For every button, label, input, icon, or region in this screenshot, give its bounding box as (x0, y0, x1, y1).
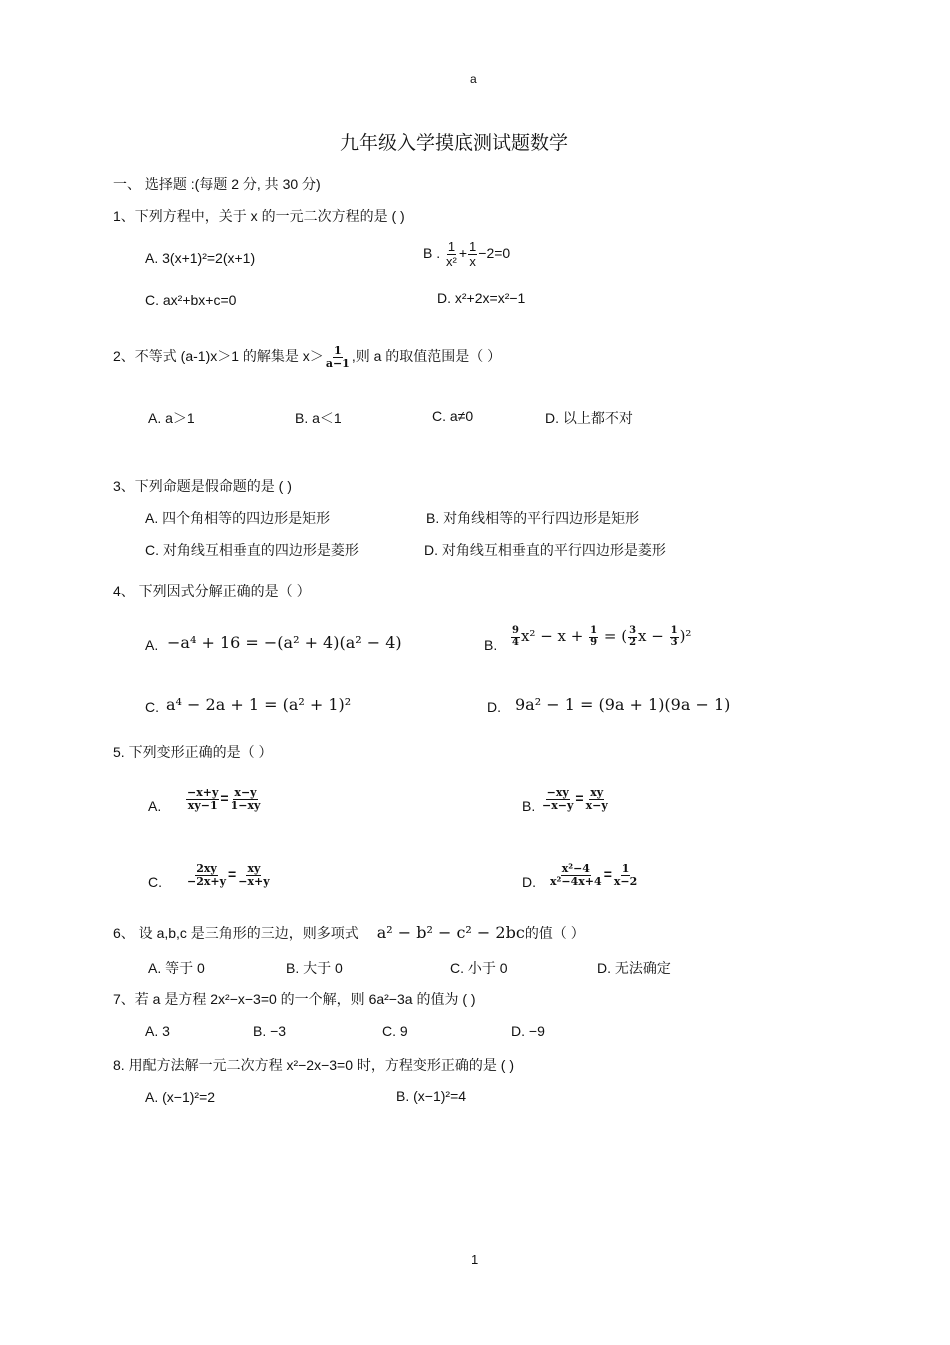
equals-sign: = (228, 865, 237, 882)
option-label: B . (423, 244, 441, 261)
question-5-option-b-label: B. (522, 798, 536, 814)
fraction: $\frac{xy}{x-y}$ (585, 786, 608, 812)
question-2-option-a: A. a＞1 (148, 410, 195, 426)
question-4-option-c: a⁴ − 2a + 1 = (a² + 1)² (166, 695, 352, 714)
question-6-option-b: B. 大于 0 (286, 960, 343, 976)
section-heading: 一、 选择题 :(每题 2 分, 共 30 分) (113, 176, 321, 192)
question-4-stem: 4、 下列因式分解正确的是（ ） (113, 583, 311, 599)
question-5-option-b (540, 787, 610, 811)
question-1-option-c: C. ax²+bx+c=0 (145, 292, 237, 308)
question-8-option-b: B. (x−1)²=4 (396, 1088, 467, 1104)
question-4-option-a: −a⁴ + 16 = −(a² + 4)(a² − 4) (167, 633, 402, 652)
question-5-option-d (548, 863, 639, 887)
stem-text: 的值（ ） (524, 925, 585, 941)
question-5-option-a (185, 787, 262, 811)
question-5-stem: 5. 下列变形正确的是（ ） (113, 744, 273, 760)
fraction: $\frac{3}{2}$ (629, 625, 637, 648)
fraction: $\frac{-xy}{-x-y}$ (542, 786, 574, 812)
plus-sign: + (458, 244, 468, 261)
fraction: $\frac{1}{9}$ (590, 625, 598, 648)
question-2-stem (113, 345, 501, 369)
question-4-option-b-label: B. (484, 637, 498, 653)
question-8-stem: 8. 用配方法解一元二次方程 x²−2x−3=0 时，方程变形正确的是 ( ) (113, 1057, 514, 1073)
stem-text: ,则 a 的取值范围是（ ） (351, 347, 502, 364)
stem-text: 2、不等式 (a-1)x＞1 的解集是 x＞ (113, 347, 324, 364)
question-4-option-a-label: A. (145, 637, 159, 653)
fraction: $\frac{1}{3}$ (670, 625, 678, 648)
question-1-option-b (423, 240, 510, 268)
question-5-option-d-label: D. (522, 874, 536, 890)
question-7-option-c: C. 9 (382, 1023, 408, 1039)
question-1-option-a: A. 3(x+1)²=2(x+1) (145, 250, 256, 266)
fraction: $\frac{1}{x-2}$ (613, 862, 638, 888)
question-7-option-a: A. 3 (145, 1023, 170, 1039)
fraction: $\frac{\text{x²−4}}{\text{x²−4x+4}}$ (550, 862, 602, 888)
stem-text: 6、 设 a,b,c 是三角形的三边，则多项式 (113, 925, 359, 941)
question-3-option-c: C. 对角线互相垂直的四边形是菱形 (145, 542, 359, 558)
question-6-option-a: A. 等于 0 (148, 960, 205, 976)
fraction: $\frac{2xy}{-2x+y}$ (187, 862, 227, 888)
question-5-option-a-label: A. (148, 798, 162, 814)
question-6-option-d: D. 无法确定 (597, 960, 671, 976)
page-number: 1 (471, 1252, 479, 1267)
fraction: $\frac{1}{\text{x²}}$ (446, 239, 457, 269)
question-2-option-d: D. 以上都不对 (545, 410, 633, 426)
question-3-stem: 3、下列命题是假命题的是 ( ) (113, 478, 292, 494)
question-4-option-b (510, 626, 691, 648)
expression-rest: −2=0 (478, 244, 511, 261)
question-6-option-c: C. 小于 0 (450, 960, 508, 976)
question-6-stem (113, 923, 585, 943)
question-7-option-d: D. −9 (511, 1023, 545, 1039)
question-4-option-c-label: C. (145, 699, 159, 715)
expr-part: )² (679, 627, 692, 645)
question-8-option-a: A. (x−1)²=2 (145, 1089, 216, 1105)
question-3-option-a: A. 四个角相等的四边形是矩形 (145, 510, 331, 526)
expr-part: = ( (599, 627, 628, 645)
fraction: $\frac{-x+y}{xy-1}$ (187, 786, 219, 812)
question-4-option-d-label: D. (487, 699, 501, 715)
fraction: $\frac{x-y}{1-xy}$ (230, 786, 261, 812)
fraction: $\frac{9}{4}$ (512, 625, 519, 648)
expr-part: x − (638, 627, 669, 645)
question-1-option-d: D. x²+2x=x²−1 (437, 290, 526, 306)
equals-sign: = (603, 865, 612, 882)
question-1-stem: 1、下列方程中，关于 x 的一元二次方程的是 ( ) (113, 208, 405, 224)
question-3-option-b: B. 对角线相等的平行四边形是矩形 (426, 510, 640, 526)
question-7-stem: 7、若 a 是方程 2x²−x−3=0 的一个解，则 6a²−3a 的值为 ( ) (113, 991, 476, 1007)
question-4-option-d: 9a² − 1 = (9a + 1)(9a − 1) (515, 695, 731, 714)
equals-sign: = (575, 789, 584, 806)
question-7-option-b: B. −3 (253, 1023, 287, 1039)
question-5-option-c-label: C. (148, 874, 162, 890)
question-5-option-c (185, 863, 272, 887)
equals-sign: = (220, 789, 229, 806)
polynomial-expression: a² − b² − c² − 2bc (376, 923, 525, 942)
question-3-option-d: D. 对角线互相垂直的平行四边形是菱形 (424, 542, 666, 558)
question-2-option-c: C. a≠0 (432, 408, 474, 424)
question-2-option-b: B. a＜1 (295, 410, 342, 426)
header-mark: a (470, 72, 477, 86)
fraction: $\frac{xy}{-x+y}$ (238, 862, 270, 888)
fraction: $\frac{1}{a-1}$ (325, 344, 350, 370)
fraction: $\frac{1}{x}$ (469, 239, 477, 269)
expr-part: x² − x + (520, 627, 589, 645)
page-title: 九年级入学摸底测试题数学 (340, 132, 569, 154)
